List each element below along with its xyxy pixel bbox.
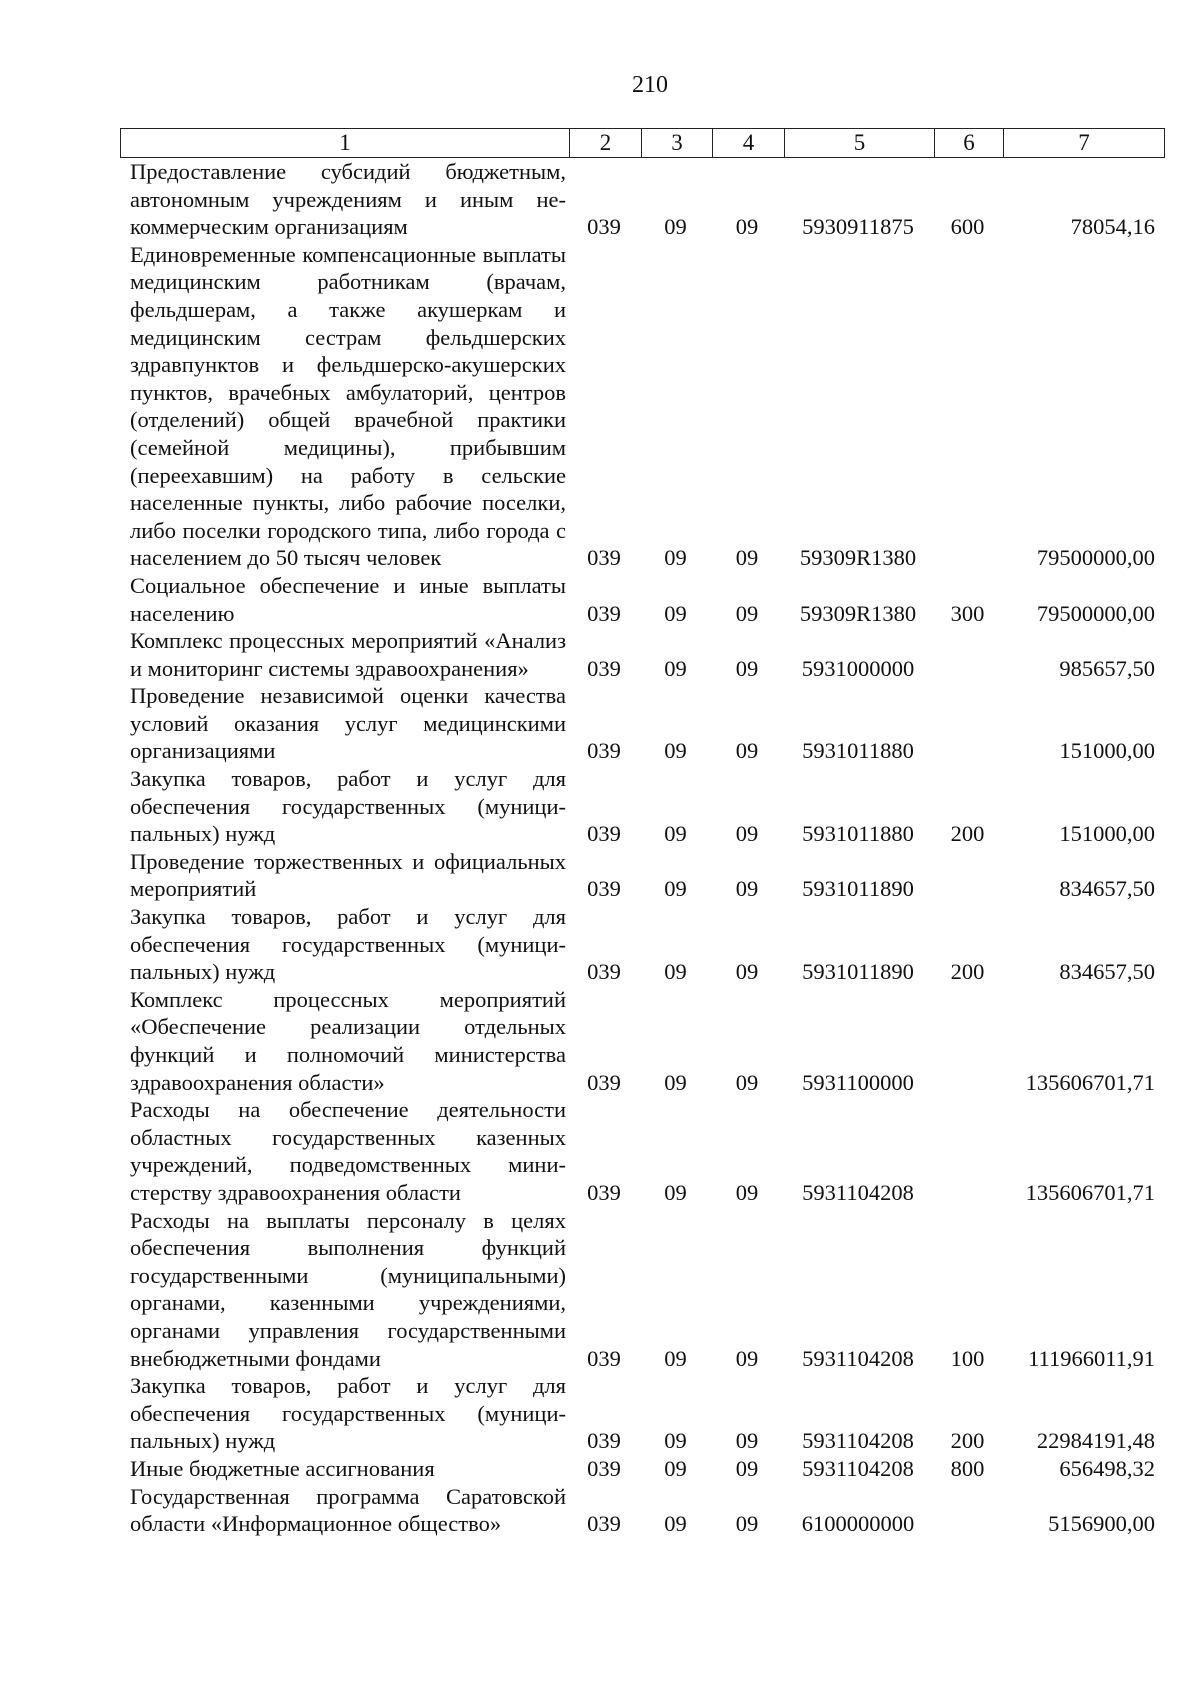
table-row — [120, 572, 1165, 627]
table-row — [120, 1207, 1165, 1373]
table-row — [120, 903, 1165, 986]
row-name: Комплекс процессных мероприятий «Анализ и мониторинг системы здравоохранения» — [130, 628, 566, 681]
row-code-6: 100 — [950, 1345, 985, 1371]
row-name: Иные бюджетные ассигнования — [130, 1455, 435, 1481]
row-code-2: 039 — [587, 1345, 621, 1371]
row-code-2: 039 — [587, 214, 621, 240]
row-code-2: 039 — [587, 1428, 621, 1454]
table-row — [120, 986, 1165, 1096]
row-code-5: 5931011890 — [802, 959, 914, 985]
row-code-5: 5931011880 — [802, 738, 914, 764]
row-code-2: 039 — [587, 1179, 621, 1205]
table-row — [120, 848, 1165, 903]
table-body — [120, 158, 1165, 1538]
row-code-3: 09 — [664, 1069, 687, 1095]
row-code-3: 09 — [664, 876, 687, 902]
table-row — [120, 1483, 1165, 1538]
row-code-4: 09 — [735, 545, 759, 571]
table-row — [120, 158, 1165, 241]
row-code-3: 09 — [664, 959, 687, 985]
row-code-2: 039 — [587, 600, 621, 626]
row-code-6: 200 — [950, 1428, 985, 1454]
row-code-5: 5931104208 — [802, 1455, 914, 1481]
row-code-4: 09 — [735, 1428, 759, 1454]
row-amount: 78054,16 — [1070, 214, 1155, 240]
row-code-3: 09 — [664, 545, 687, 571]
table-header — [120, 128, 1165, 158]
row-code-5: 5931104208 — [802, 1428, 914, 1454]
row-name: Проведение независимой оценки качества условий оказания услуг медицинскими организациями — [130, 683, 566, 764]
header-col-7: 7 — [1003, 129, 1164, 157]
row-amount: 79500000,00 — [1036, 545, 1155, 571]
row-code-3: 09 — [664, 1428, 687, 1454]
row-code-4: 09 — [735, 1455, 759, 1481]
row-code-3: 09 — [664, 1455, 687, 1481]
row-amount: 135606701,71 — [1025, 1069, 1155, 1095]
row-code-2: 039 — [587, 655, 621, 681]
row-name: Государственная программа Саратовской области «Информационное общество» — [130, 1483, 566, 1537]
row-code-5: 5931100000 — [802, 1069, 914, 1095]
row-code-5: 5931011890 — [802, 876, 914, 902]
row-code-3: 09 — [664, 738, 687, 764]
row-code-5: 5931104208 — [802, 1345, 914, 1371]
row-code-2: 039 — [587, 545, 621, 571]
row-amount: 79500000,00 — [1036, 600, 1155, 626]
row-code-2: 039 — [587, 1455, 621, 1481]
row-code-4: 09 — [735, 214, 759, 240]
row-amount: 111966011,91 — [1028, 1345, 1155, 1371]
row-amount: 135606701,71 — [1025, 1179, 1155, 1205]
row-code-2: 039 — [587, 1069, 621, 1095]
row-code-3: 09 — [664, 214, 687, 240]
row-code-5: 59309R1380 — [799, 545, 917, 571]
row-code-2: 039 — [587, 821, 621, 847]
row-amount: 656498,32 — [1059, 1455, 1155, 1481]
row-code-6: 600 — [950, 214, 985, 240]
row-code-6: 200 — [950, 959, 985, 985]
table-row — [120, 1455, 1165, 1483]
row-code-6: 300 — [950, 600, 985, 626]
row-code-5: 5930911875 — [802, 214, 914, 240]
header-col-4: 4 — [712, 129, 784, 157]
table-row — [120, 765, 1165, 848]
row-code-4: 09 — [735, 1069, 759, 1095]
row-code-4: 09 — [735, 821, 759, 847]
row-amount: 5156900,00 — [1048, 1511, 1155, 1537]
row-code-4: 09 — [735, 1179, 759, 1205]
row-amount: 834657,50 — [1059, 876, 1155, 902]
header-col-5: 5 — [784, 129, 934, 157]
row-code-5: 5931011880 — [802, 821, 914, 847]
table-row — [120, 1096, 1165, 1206]
row-name: Закупка товаров, работ и услуг для обеспечения государственных (муниципальных) нужд — [130, 904, 566, 985]
row-code-3: 09 — [664, 1511, 687, 1537]
row-code-2: 039 — [587, 1511, 621, 1537]
header-col-1: 1 — [339, 130, 351, 155]
row-code-5: 59309R1380 — [799, 600, 917, 626]
row-name: Социальное обеспечение и иные выплаты населению — [130, 572, 566, 626]
row-code-4: 09 — [735, 600, 759, 626]
row-code-5: 6100000000 — [801, 1511, 915, 1537]
row-amount: 834657,50 — [1059, 959, 1155, 985]
row-name: Расходы на выплаты персоналу в целях обеспечения выполнения функций государственными (муниципальными) органами, казенными учреждениями, органами управления государственными внебюджетными фондами — [130, 1207, 566, 1371]
page-number: 210 — [632, 72, 668, 98]
row-name: Проведение торжественных и официальных мероприятий — [130, 848, 566, 902]
row-name: Предоставление субсидий бюджетным, автономным учреждениям и иным некоммерческим организациям — [130, 159, 566, 240]
row-code-4: 09 — [735, 1345, 759, 1371]
row-code-5: 5931000000 — [801, 655, 915, 681]
header-col-2: 2 — [569, 129, 641, 157]
header-col-3: 3 — [641, 129, 712, 157]
row-name: Комплекс процессных мероприятий «Обеспечение реализации отдельных функций и полномочий министерства здравоохранения области» — [130, 986, 566, 1095]
row-name: Закупка товаров, работ и услуг для обеспечения государственных (муниципальных) нужд — [130, 766, 566, 847]
row-code-4: 09 — [735, 655, 759, 681]
row-amount: 151000,00 — [1059, 738, 1155, 764]
header-col-6: 6 — [934, 129, 1003, 157]
row-code-6: 200 — [950, 821, 985, 847]
table-row — [120, 1372, 1165, 1455]
row-amount: 985657,50 — [1059, 655, 1155, 681]
row-code-6: 800 — [950, 1455, 985, 1481]
row-name: Единовременные компенсационные выплаты медицинским работникам (врачам, фельдшерам, а также акушеркам и медицинским сестрам фельдшерских здравпунктов и фельдшерско-акушерских пунктов, врачебных амбулаторий, центров (отделений) общей врачебной практики (семейной медицины), прибывшим (переехавшим) на работу в сельские населенные пункты, либо рабочие поселки, либо поселки городского типа, либо города с населением до 50 тысяч человек — [130, 241, 566, 571]
row-code-3: 09 — [664, 1345, 687, 1371]
table-row — [120, 627, 1165, 682]
row-code-5: 5931104208 — [802, 1179, 914, 1205]
row-code-3: 09 — [664, 600, 687, 626]
row-code-4: 09 — [735, 738, 759, 764]
row-code-3: 09 — [664, 821, 687, 847]
row-code-4: 09 — [735, 1511, 759, 1537]
row-amount: 22984191,48 — [1036, 1428, 1155, 1454]
row-amount: 151000,00 — [1059, 821, 1155, 847]
row-name: Расходы на обеспечение деятельности областных государственных казенных учреждений, подведомственных министерству здравоохранения области — [130, 1097, 566, 1205]
table-row — [120, 241, 1165, 572]
row-name: Закупка товаров, работ и услуг для обеспечения государственных (муниципальных) нужд — [130, 1373, 566, 1454]
row-code-3: 09 — [664, 655, 687, 681]
row-code-2: 039 — [587, 738, 621, 764]
table-row — [120, 682, 1165, 765]
row-code-4: 09 — [735, 959, 759, 985]
row-code-3: 09 — [664, 1179, 687, 1205]
row-code-4: 09 — [735, 876, 759, 902]
row-code-2: 039 — [587, 876, 621, 902]
row-code-2: 039 — [587, 959, 621, 985]
